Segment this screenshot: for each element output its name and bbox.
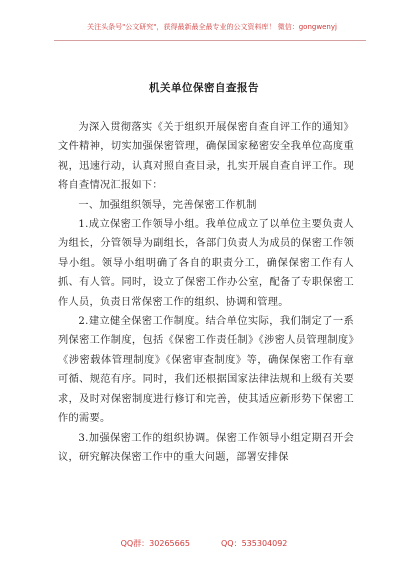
paragraph-item-1: 1.成立保密工作领导小组。我单位成立了以单位主要负责人为组长，分管领导为副组长，各部门负责人为成员的保密工作领导小组。领导小组明确了各自的职责分工，确保保密工作有人抓、有人管。同时，设立了保密工作办公室，配备了专职保密工作人员，负责日常保密工作的组织、协调和管理。 [58, 219, 354, 308]
section-heading-1: 一、加强组织领导，完善保密工作机制 [78, 199, 257, 211]
paragraph-item-2: 2.建立健全保密工作制度。结合单位实际，我们制定了一系列保密工作制度，包括《保密工作责任制》《涉密人员管理制度》《涉密载体管理制度》《保密审查制度》等，确保保密工作有章可循、规范有序。同时，我们还根据国家法律法规和上级有关要求，及时对保密制度进行修订和完善，使其适应新形势下保密工作的需要。 [58, 316, 354, 425]
document-title: 机关单位保密自查报告 [149, 82, 259, 94]
footer-qq: QQ：535304092 [221, 539, 288, 548]
header-banner: 关注头条号"公文研究"，获得最新最全最专业的公文资料库！ 微信：gongwenyj [87, 23, 337, 31]
paragraph-item-3: 3.加强保密工作的组织协调。保密工作领导小组定期召开会议，研究解决保密工作中的重大问题，部署安排保 [58, 432, 354, 463]
header-divider [54, 40, 366, 41]
footer-contact [0, 538, 408, 549]
document-body [58, 118, 354, 467]
footer-qq-group: QQ群：30265665 [120, 539, 190, 548]
paragraph-intro: 为深入贯彻落实《关于组织开展保密自查自评工作的通知》文件精神，切实加强保密管理，确保国家秘密安全我单位高度重视，迅速行动，认真对照自查目录，扎实开展自查自评工作。现将自查情况汇报如下： [58, 122, 354, 192]
